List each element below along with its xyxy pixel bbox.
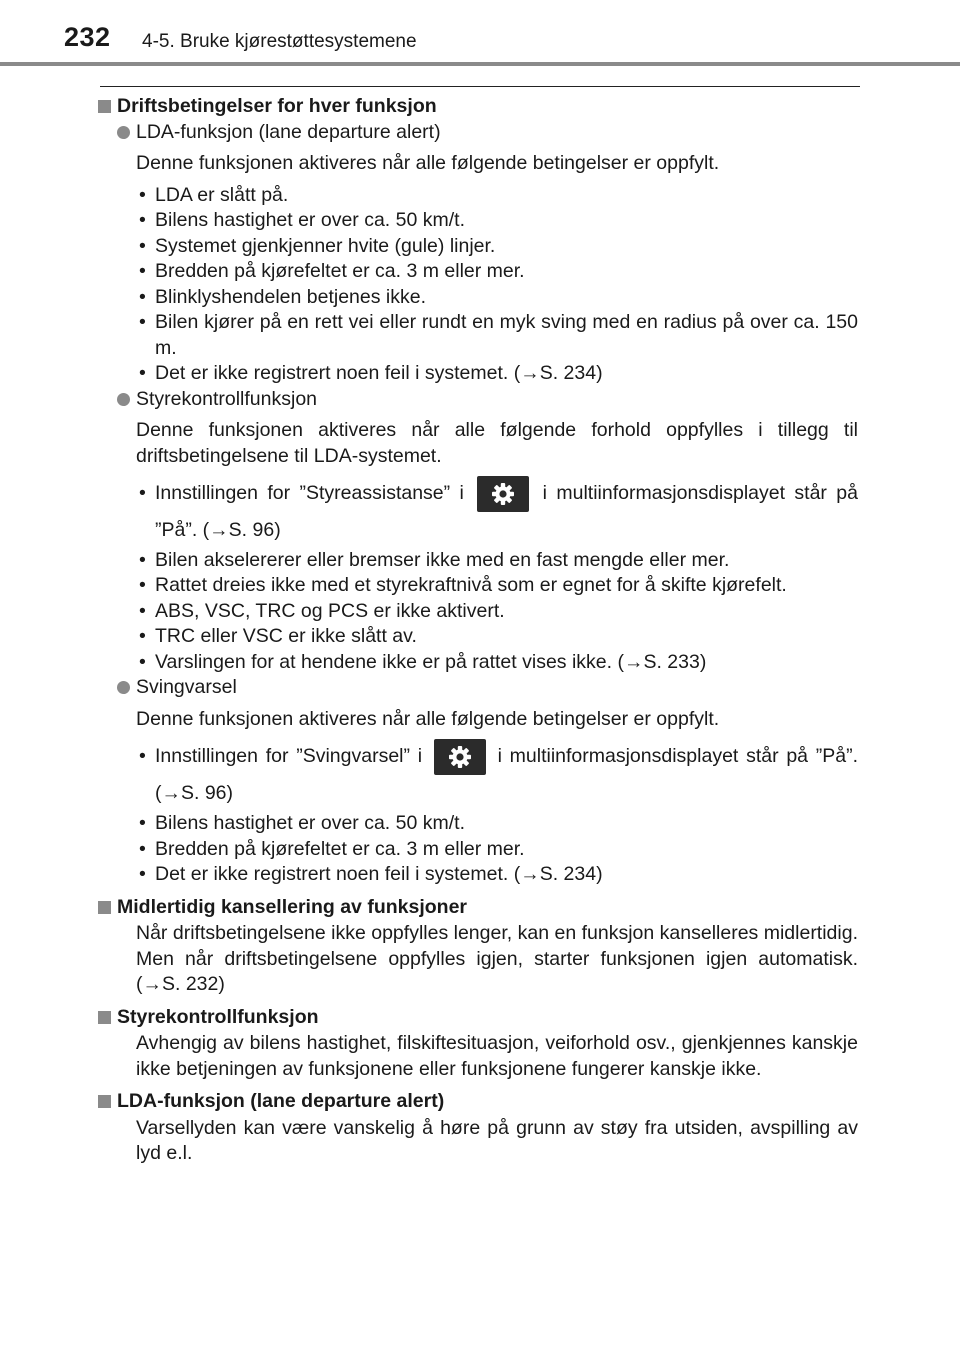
list-item: • Bilens hastighet er over ca. 50 km/t.	[136, 208, 858, 234]
list-item: • ABS, VSC, TRC og PCS er ikke aktivert.	[136, 599, 858, 625]
list-item: • LDA er slått på.	[136, 183, 858, 209]
header-bar	[0, 62, 960, 66]
paragraph: Varsellyden kan være vanskelig å høre på grunn av støy fra utsiden, avspilling av lyd e.l.	[136, 1116, 858, 1165]
circle-bullet-icon	[117, 393, 130, 406]
list-item: • Blinklyshendelen betjenes ikke.	[136, 285, 858, 311]
list-item: • Rattet dreies ikke med et styrekraftnivå som er egnet for å skifte kjørefelt.	[136, 573, 858, 599]
square-bullet-icon	[98, 1011, 111, 1024]
list-item: • Bredden på kjørefeltet er ca. 3 m eller mer.	[136, 837, 858, 863]
section-heading: Styrekontrollfunksjon	[98, 1005, 858, 1031]
settings-gear-icon	[477, 476, 529, 512]
square-bullet-icon	[98, 901, 111, 914]
list-item: • Bilens hastighet er over ca. 50 km/t.	[136, 811, 858, 837]
paragraph: Når driftsbetingelsene ikke oppfylles lenger, kan en funksjon kanselleres midlertidig. Men når driftsbetingelsene oppfylles igjen, starter funksjonen igjen automatisk. (→S. 232)	[136, 922, 858, 996]
list-item: • Bilen akselererer eller bremser ikke med en fast mengde eller mer.	[136, 548, 858, 574]
paragraph: Denne funksjonen aktiveres når alle følgende betingelser er oppfylt.	[136, 707, 720, 730]
paragraph: Avhengig av bilens hastighet, filskiftesituasjon, veiforhold osv., gjenkjennes kanskje ikke betjeningen av funksjonene eller funksjonene fungerer kanskje ikke.	[136, 1032, 858, 1080]
subsection-heading: Styrekontrollfunksjon	[98, 387, 858, 413]
list-item: • Varslingen for at hendene ikke er på rattet vises ikke. (→S. 233)	[136, 650, 858, 676]
list-item: • Bredden på kjørefeltet er ca. 3 m eller mer.	[136, 259, 858, 285]
list-item: • Det er ikke registrert noen feil i systemet. (→S. 234)	[136, 361, 858, 387]
list-item: • Innstillingen for ”Styreassistanse” i i multiinformasjonsdisplayet står på ”På”. (→S. 96)	[136, 475, 858, 548]
list-item: • TRC eller VSC er ikke slått av.	[136, 624, 858, 650]
subsection-heading: Svingvarsel	[98, 675, 858, 701]
paragraph: Denne funksjonen aktiveres når alle følgende betingelser er oppfylt.	[136, 152, 720, 174]
section-heading: LDA-funksjon (lane departure alert)	[98, 1089, 858, 1115]
list-item: • Bilen kjører på en rett vei eller rundt en myk sving med en radius på over ca. 150 m.	[136, 310, 858, 361]
bullet-list	[98, 475, 858, 675]
settings-gear-icon	[434, 739, 486, 775]
list-item: • Det er ikke registrert noen feil i systemet. (→S. 234)	[136, 862, 858, 888]
list-item: • Innstillingen for ”Svingvarsel” i i multiinformasjonsdisplayet står på ”På”. (→S. 96)	[136, 738, 858, 811]
subsection-heading: LDA-funksjon (lane departure alert)	[98, 120, 858, 146]
square-bullet-icon	[98, 100, 111, 113]
circle-bullet-icon	[117, 681, 130, 694]
chapter-title: 4-5. Bruke kjørestøttesystemene	[142, 31, 417, 52]
list-item: • Systemet gjenkjenner hvite (gule) linjer.	[136, 234, 858, 260]
section-heading: Driftsbetingelser for hver funksjon	[98, 94, 858, 120]
bullet-list	[98, 738, 858, 887]
section-heading: Midlertidig kansellering av funksjoner	[98, 895, 858, 921]
page-header	[0, 0, 960, 66]
section-rule	[100, 86, 860, 87]
page-content	[98, 94, 858, 1167]
circle-bullet-icon	[117, 126, 130, 139]
paragraph: Denne funksjonen aktiveres når alle følgende forhold oppfylles i tillegg til driftsbetingelsene til LDA-systemet.	[136, 419, 858, 467]
page-number: 232	[64, 22, 111, 52]
bullet-list	[98, 183, 858, 387]
square-bullet-icon	[98, 1095, 111, 1108]
